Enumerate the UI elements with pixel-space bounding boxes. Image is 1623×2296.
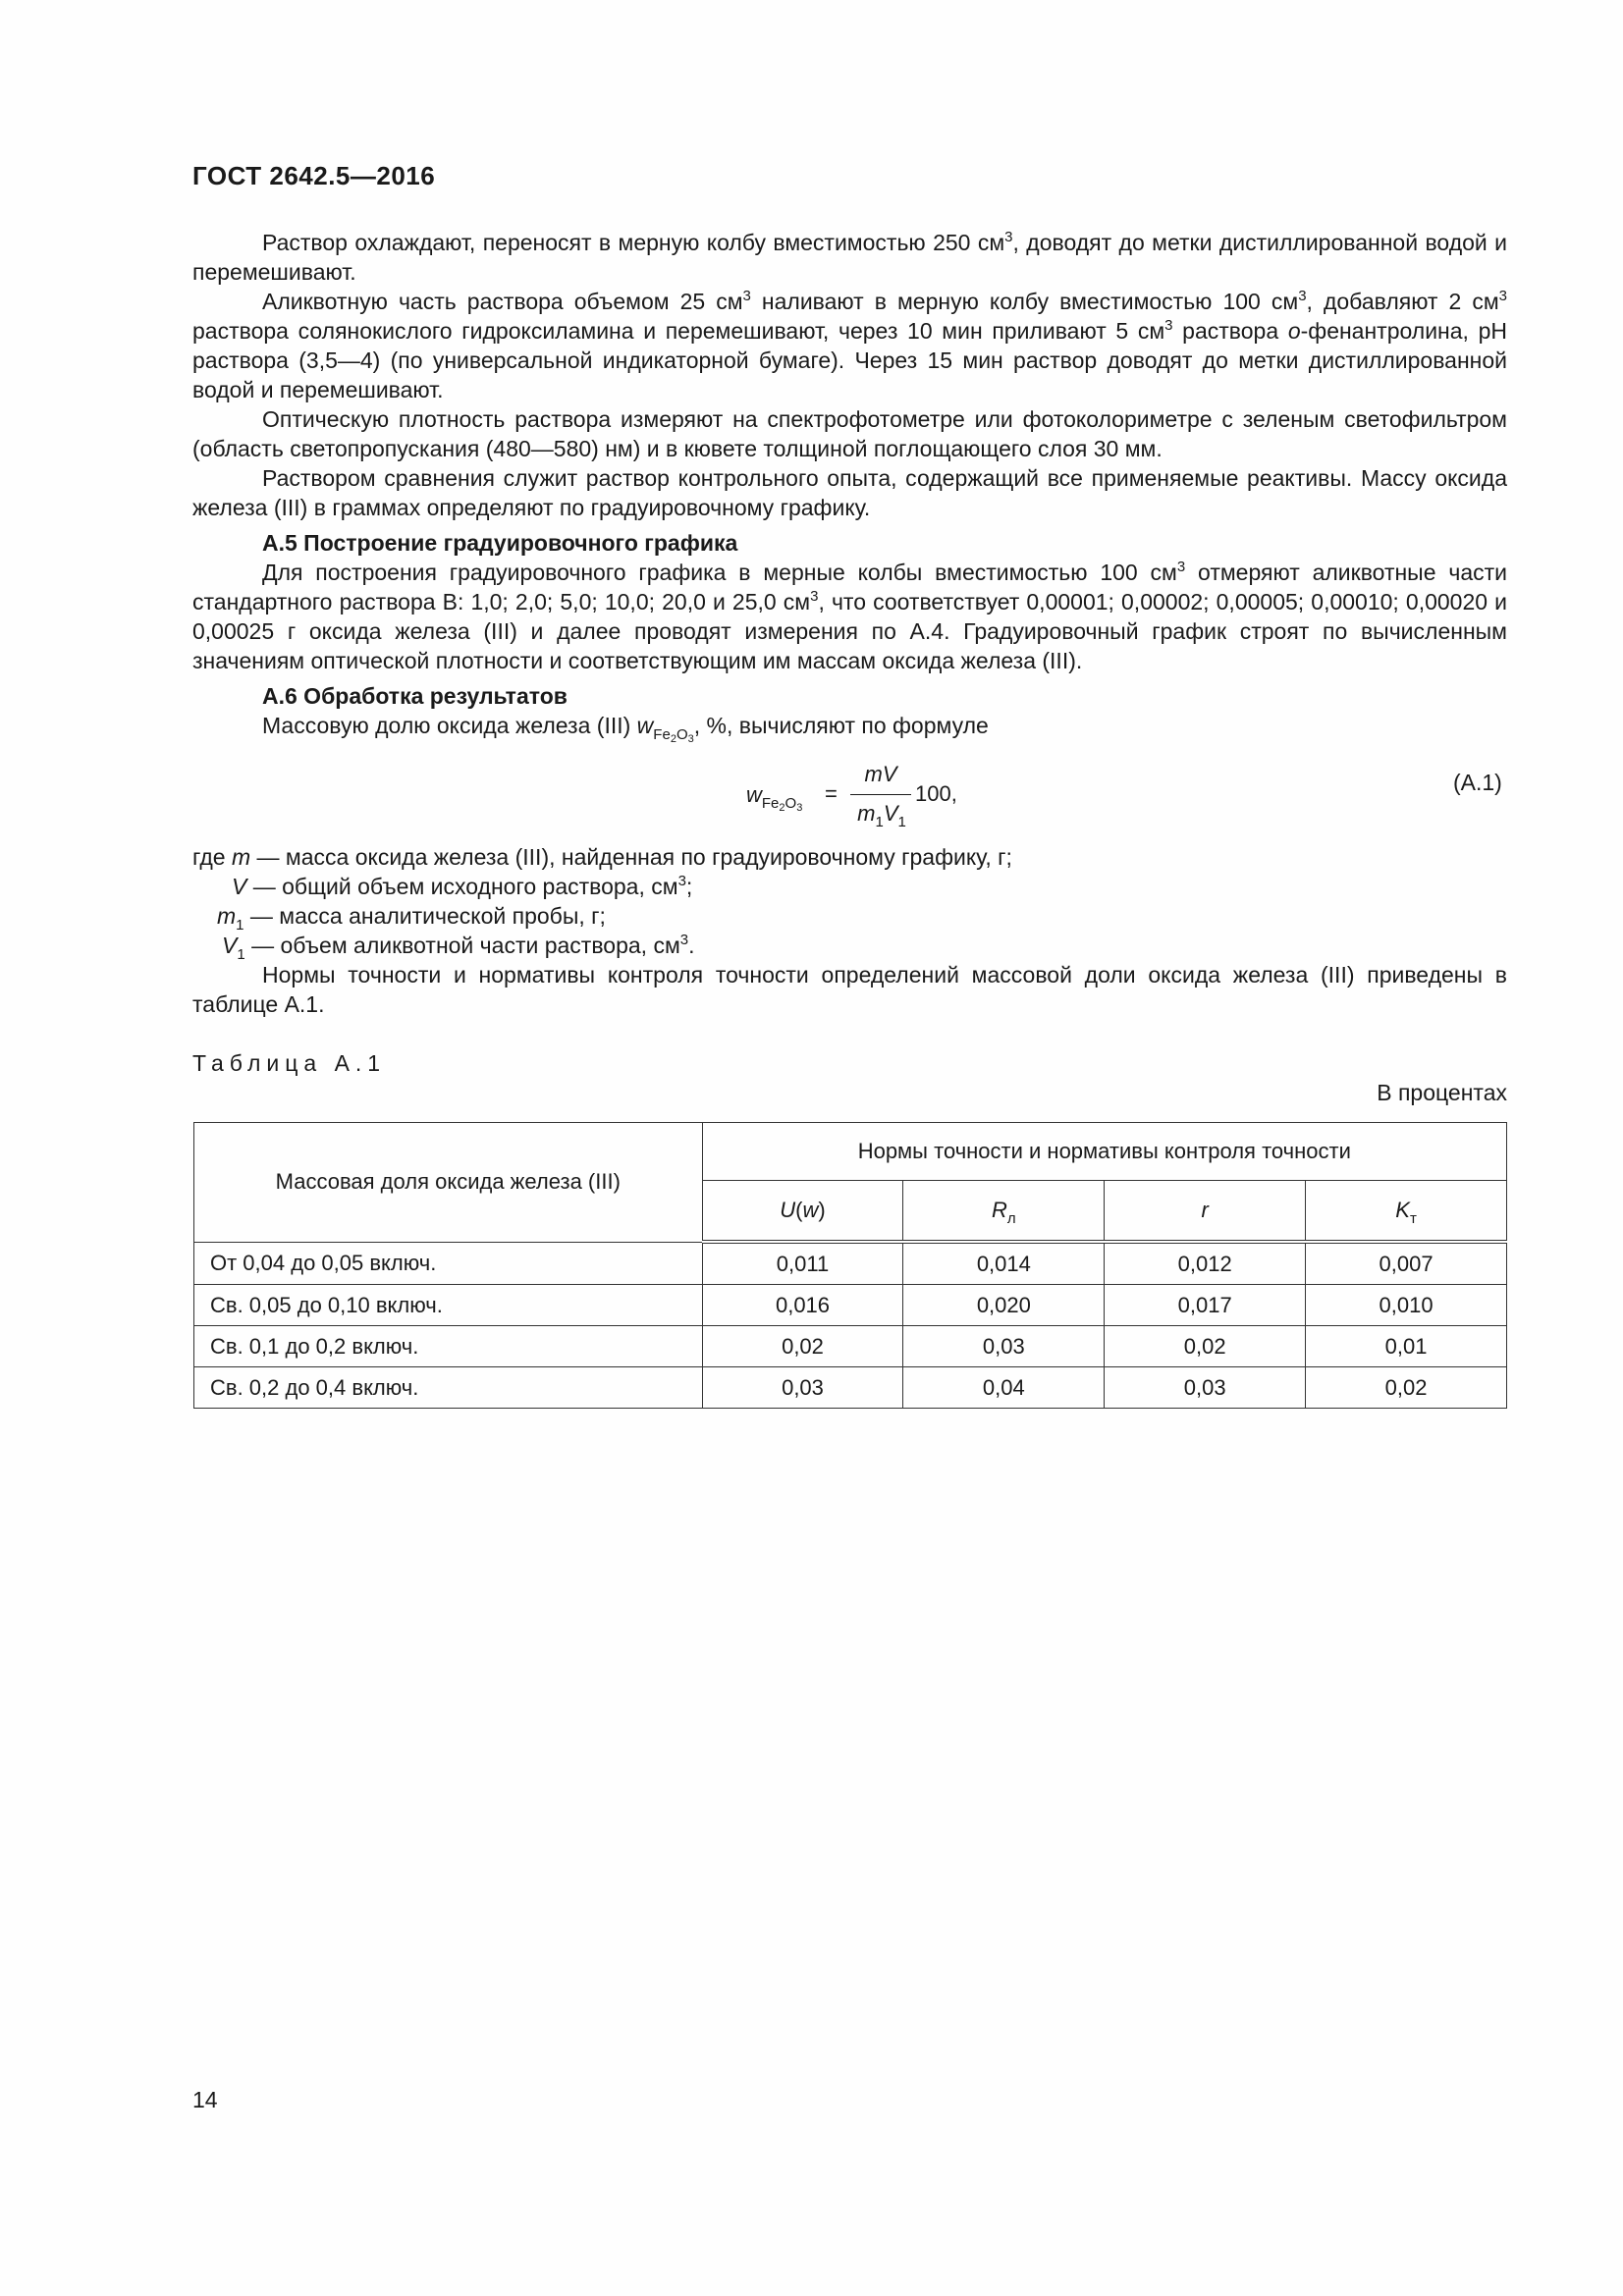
paragraph-a5-calibration: Для построения градуировочного графика в мерные колбы вместимостью 100 $см^3$ отмеряют аликвотные части стандартного раствора В: 1,0; 2,0; 5,0; 10,0; 20,0 и 25,0 $см^3$, что соответствует 0,00001; 0,00002; 0,00005; 0,00010; 0,00020 и 0,00025 г оксида железа (III) и далее проводят измерения по А.4. Градуировочный график строят по вычисленным значениям оптической плотности и соответствующим им массам оксида железа (III). (192, 559, 1507, 673)
formula-a1 (746, 762, 1001, 830)
paragraph-optical-density: Оптическую плотность раствора измеряют на спектрофотометре или фотоколориметре с зеленым светофильтром (область светопропускания (480—580) нм) и в кювете толщиной поглощающего слоя 30 мм. (192, 406, 1507, 461)
cell-rl: 0,020 (903, 1285, 1105, 1326)
formula-numerator: mV (864, 762, 897, 786)
cell-range: Св. 0,1 до 0,2 включ. (194, 1326, 703, 1367)
document-header: ГОСТ 2642.5—2016 (192, 161, 436, 190)
column-header-mass-fraction: Массовая доля оксида железа (III) (194, 1123, 703, 1243)
cell-r: 0,012 (1105, 1242, 1306, 1285)
paragraph-table-reference: Нормы точности и нормативы контроля точности определений массовой доли оксида железа (III) приведены в таблице А.1. (192, 962, 1507, 1017)
section-a6-heading: А.6 Обработка результатов (262, 683, 568, 709)
cell-r: 0,017 (1105, 1285, 1306, 1326)
formula-lhs: $w_{Fe_2O_3}$ (746, 782, 803, 814)
formula-legend (192, 842, 1507, 1019)
column-header-u: U(w) (702, 1181, 903, 1243)
table-row (194, 1242, 1507, 1285)
table-row (194, 1285, 1507, 1326)
accuracy-norms-table (193, 1122, 1507, 1409)
table-row (194, 1326, 1507, 1367)
formula-equals: = (825, 781, 838, 806)
legend-m1: $m_1$ — масса аналитической пробы, г; (217, 903, 606, 934)
cell-k: 0,01 (1306, 1326, 1507, 1367)
cell-k: 0,010 (1306, 1285, 1507, 1326)
cell-r: 0,02 (1105, 1326, 1306, 1367)
table-row (194, 1367, 1507, 1409)
cell-range: От 0,04 до 0,05 включ. (194, 1242, 703, 1285)
cell-k: 0,02 (1306, 1367, 1507, 1409)
legend-m: где m — масса оксида железа (III), найденная по градуировочному графику, г; (192, 844, 1012, 870)
column-header-r: r (1105, 1181, 1306, 1243)
body-text (192, 228, 1508, 745)
cell-rl: 0,03 (903, 1326, 1105, 1367)
cell-range: Св. 0,2 до 0,4 включ. (194, 1367, 703, 1409)
paragraph-comparison-solution: Раствором сравнения служит раствор контрольного опыта, содержащий все применяемые реактивы. Массу оксида железа (III) в граммах определяют по градуировочному графику. (192, 465, 1507, 520)
cell-k: 0,007 (1306, 1242, 1507, 1285)
formula-number: (А.1) (1453, 770, 1502, 795)
formula-denominator: $m_1V_1$ (857, 801, 906, 830)
legend-v: V — общий объем исходного раствора, $см^3$; (232, 873, 693, 899)
legend-v1: $V_1$ — объем аликвотной части раствора, $см^3$. (222, 932, 695, 963)
column-group-header: Нормы точности и нормативы контроля точности (702, 1123, 1506, 1181)
paragraph-a6-intro: Массовую долю оксида железа (III) $w_{Fe_2O_3}$, %, вычисляют по формуле (262, 713, 989, 745)
formula-multiplier: 100, (915, 781, 957, 806)
section-a5-heading: А.5 Построение градуировочного графика (262, 530, 738, 556)
cell-r: 0,03 (1105, 1367, 1306, 1409)
cell-u: 0,03 (702, 1367, 903, 1409)
paragraph-solution-cooling: Раствор охлаждают, переносят в мерную колбу вместимостью 250 $см^3$, доводят до метки дистиллированной водой и перемешивают. (192, 229, 1507, 285)
cell-u: 0,02 (702, 1326, 903, 1367)
cell-rl: 0,04 (903, 1367, 1105, 1409)
cell-u: 0,016 (702, 1285, 903, 1326)
table-unit: В процентах (1377, 1080, 1507, 1105)
formula-fraction-bar (850, 794, 911, 795)
table-header-row (194, 1123, 1507, 1181)
page-number: 14 (192, 2087, 218, 2112)
cell-range: Св. 0,05 до 0,10 включ. (194, 1285, 703, 1326)
paragraph-aliquot: Аликвотную часть раствора объемом 25 $см^3$ наливают в мерную колбу вместимостью 100 $см^3$, добавляют 2 $см^3$ раствора солянокислого гидроксиламина и перемешивают, через 10 мин приливают 5 $см^3$ раствора о-фенантролина, pH раствора (3,5—4) (по универсальной индикаторной бумаге). Через 15 мин раствор доводят до метки дистиллированной водой и перемешивают. (192, 288, 1508, 402)
cell-rl: 0,014 (903, 1242, 1105, 1285)
table-caption: Таблица А.1 (192, 1050, 387, 1076)
column-header-k: $K_т$ (1306, 1181, 1507, 1243)
column-header-rl: $R_л$ (903, 1181, 1105, 1243)
cell-u: 0,011 (702, 1242, 903, 1285)
